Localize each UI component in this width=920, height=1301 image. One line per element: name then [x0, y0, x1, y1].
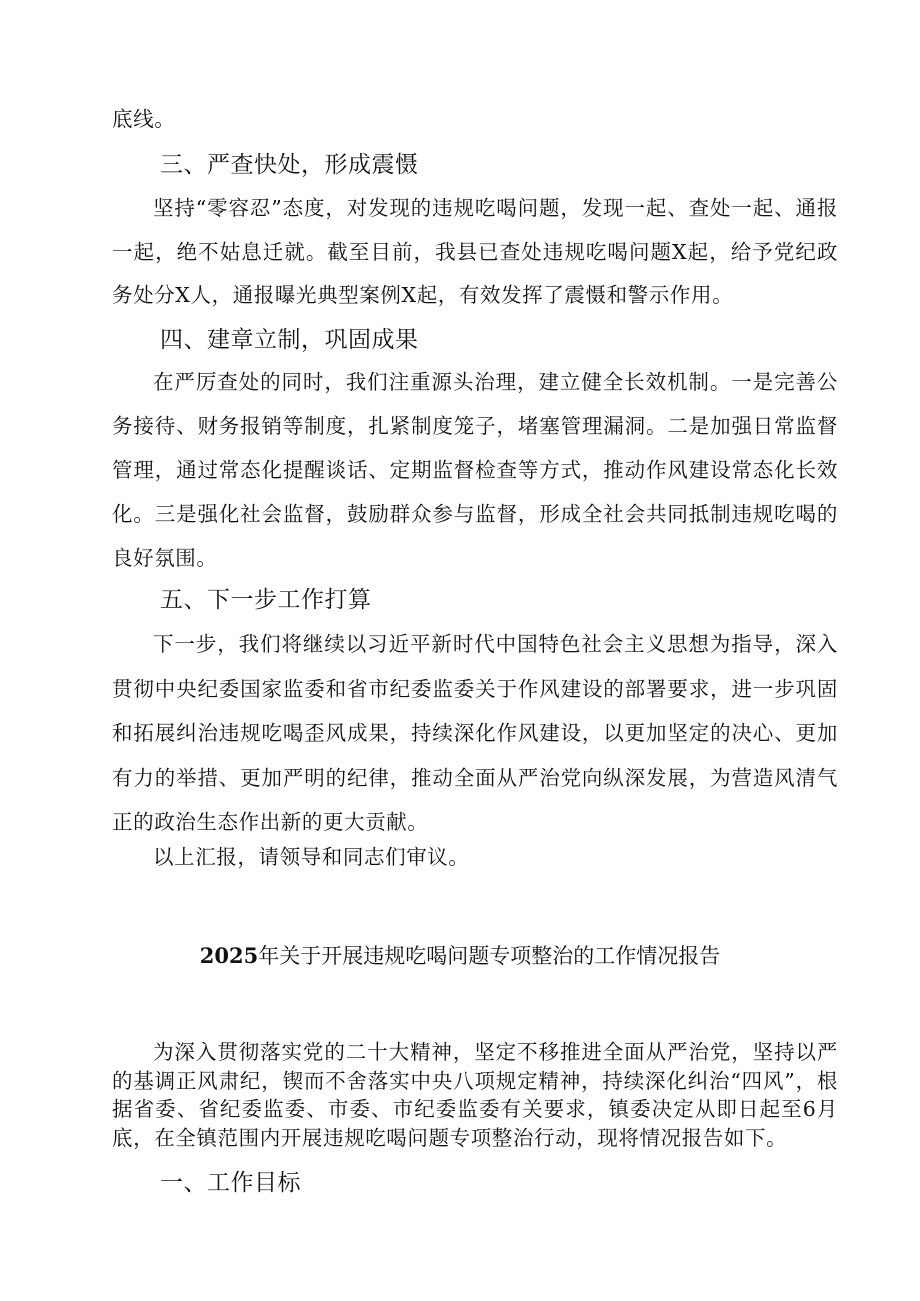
paragraph-report-intro: 为深入贯彻落实党的二十大精神，坚定不移推进全面从严治党，坚持以严的基调正风肃纪，锲而不舍落实中央八项规定精神，持续深化纠治“四风”，根据省委、省纪委监委、市委、市纪委监委有关要求，镇委决定从即日起至6月底，在全镇范围内开展违规吃喝问题专项整治行动，现将情况报告如下。 — [112, 1040, 838, 1150]
section-heading-5: 五、下一步工作打算 — [160, 587, 372, 613]
paragraph-tail: 底线。 — [112, 107, 176, 131]
paragraph-section-4: 在严厉查处的同时，我们注重源头治理，建立健全长效机制。一是完善公务接待、财务报销等制度，扎紧制度笼子，堵塞管理漏洞。二是加强日常监督管理，通过常态化提醒谈话、定期监督检查等方式，推动作风建设常态化长效化。三是强化社会监督，鼓励群众参与监督，形成全社会共同抵制违规吃喝的良好氛围。 — [112, 370, 838, 570]
report-section-heading-1: 一、工作目标 — [160, 1170, 301, 1196]
report-title-year: 2025 — [199, 943, 259, 968]
section-heading-4: 四、建章立制，巩固成果 — [160, 327, 419, 353]
report-title-text: 年关于开展违规吃喝问题专项整治的工作情况报告 — [258, 944, 721, 968]
paragraph-section-3: 坚持“零容忍”态度，对发现的违规吃喝问题，发现一起、查处一起、通报一起，绝不姑息迁就。截至目前，我县已查处违规吃喝问题X起，给予党纪政务处分X人，通报曝光典型案例X起，有效发挥了震慑和警示作用。 — [112, 196, 838, 307]
section-heading-3: 三、严查快处，形成震慑 — [160, 152, 419, 178]
paragraph-section-5: 下一步，我们将继续以习近平新时代中国特色社会主义思想为指导，深入贯彻中央纪委国家监委和省市纪委监委关于作风建设的部署要求，进一步巩固和拓展纠治违规吃喝歪风成果，持续深化作风建设，以更加坚定的决心、更加有力的举措、更加严明的纪律，推动全面从严治党向纵深发展，为营造风清气正的政治生态作出新的更大贡献。 — [112, 632, 838, 834]
report-title — [0, 940, 920, 970]
paragraph-closing: 以上汇报，请领导和同志们审议。 — [153, 845, 470, 869]
